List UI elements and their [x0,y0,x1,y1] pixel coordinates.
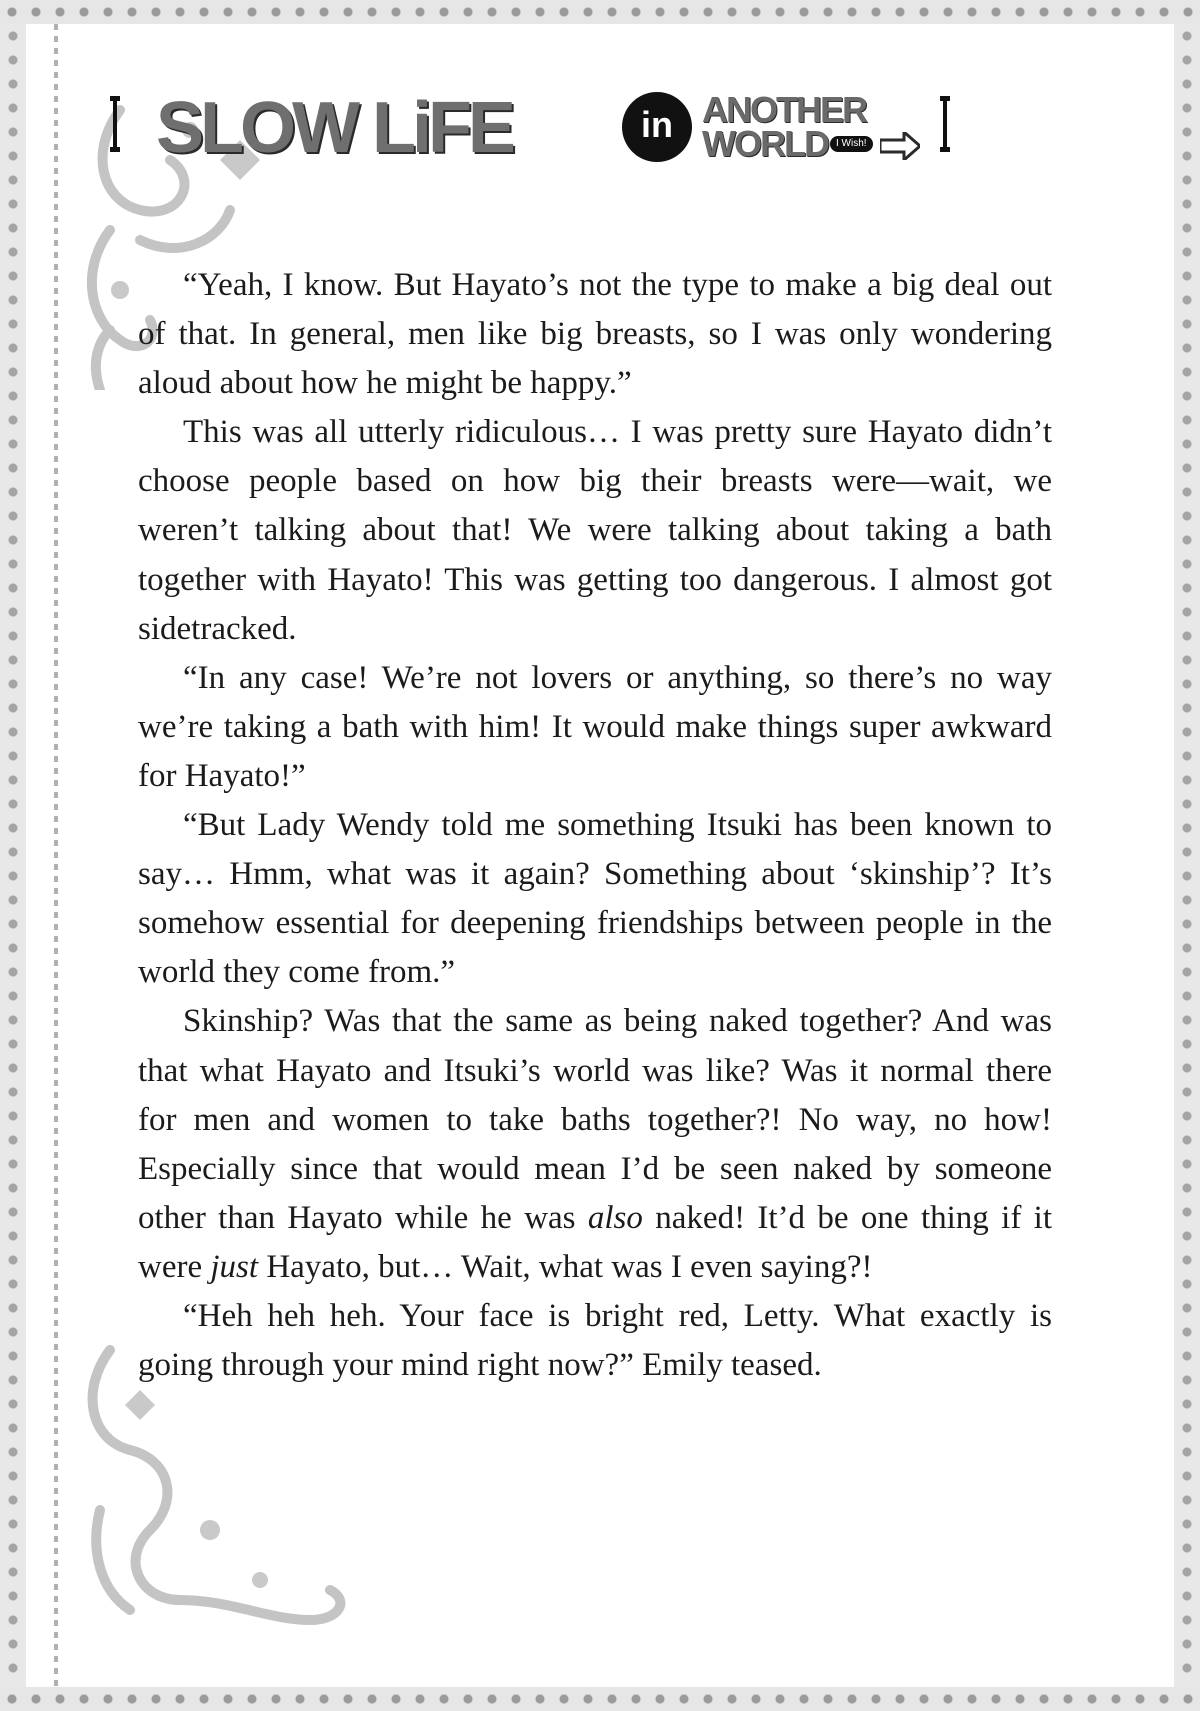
paragraph: “But Lady Wendy told me something Itsuki has been known to say… Hmm, what was it again? Something about ‘skinship’? It’s somehow essential for deepening friendships between people in the world they come from.” [138,807,1052,991]
paragraph: This was all utterly ridiculous… I was pretty sure Hayato didn’t choose people based on how big their breasts were—wait, we weren’t talking about that! We were talking about taking a bath together with Hayato! This was getting too dangerous. I almost got sidetracked. [138,414,1052,647]
logo-title-world: WORLD [702,123,828,164]
paragraph-text: naked! It’d be one thing if it were [138,1199,1053,1285]
paragraph [138,997,1052,1292]
emphasis-text: just [210,1248,259,1285]
paragraph: “Yeah, I know. But Hayato’s not the type to make a big deal out of that. In general, men like big breasts, so I was only wondering aloud about how he might be happy.” [138,267,1052,402]
logo-bracket-left [110,96,120,152]
logo-title-main: SLOW LiFE [156,88,512,168]
logo-bracket-right [940,96,950,152]
decorative-border-left [0,24,26,1687]
logo-arrow-icon [880,132,920,160]
logo-title-another: ANOTHER [702,89,866,130]
series-logo [110,88,970,168]
decorative-border-bottom [0,1687,1200,1711]
decorative-inner-line [54,24,58,1687]
body-text [138,261,1052,1390]
paragraph: “In any case! We’re not lovers or anything, so there’s no way we’re taking a bath with him! It would make things super awkward for Hayato!” [138,659,1052,794]
emphasis-text: also [587,1199,643,1236]
paragraph-text: Skinship? Was that the same as being naked together? And was that what Hayato and Itsuki’s world was like? Was it normal there for men and women to take baths together?! No way, no how! Especially since that would mean I’d be seen naked by someone other than Hayato while he was [138,1003,1052,1236]
decorative-border-right [1174,24,1200,1687]
logo-wish-tag: I Wish! [830,136,873,152]
paragraph-text: Hayato, but… Wait, what was I even saying?! [258,1248,873,1285]
decorative-border-top [0,0,1200,24]
logo-in-badge: in [622,92,692,162]
paragraph: “Heh heh heh. Your face is bright red, Letty. What exactly is going through your mind right now?” Emily teased. [138,1297,1052,1384]
